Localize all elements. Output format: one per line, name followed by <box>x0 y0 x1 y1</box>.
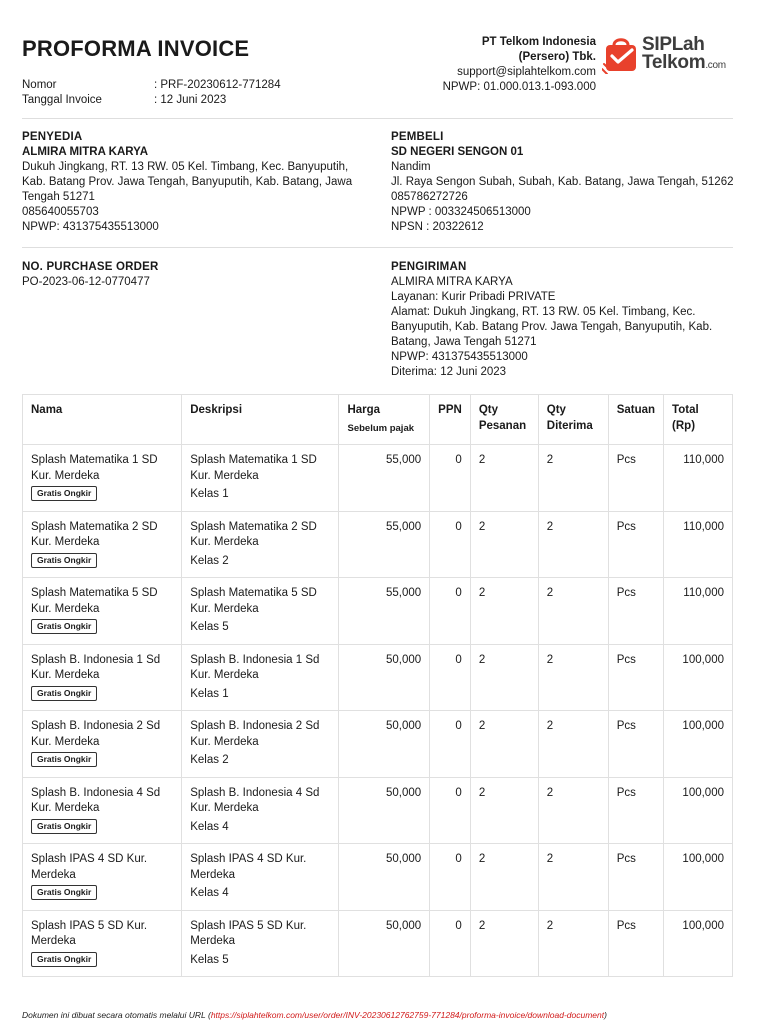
penyedia-section <box>22 130 372 235</box>
penyedia-address-line: Dukuh Jingkang, RT. 13 RW. 05 Kel. Timbang, Kec. Banyuputih, <box>22 161 349 173</box>
item-desc-line: Kur. Merdeka <box>190 536 259 548</box>
items-table <box>22 394 733 977</box>
penyedia-label: PENYEDIA <box>22 131 83 143</box>
cell-ppn: 0 <box>430 644 471 711</box>
cell-total: 110,000 <box>664 511 733 578</box>
header-ppn <box>430 395 471 445</box>
cell-harga: 50,000 <box>339 844 430 911</box>
cell-nama <box>23 844 182 911</box>
header-harga-text: Harga <box>347 404 381 416</box>
logo-text <box>642 36 726 75</box>
header-qty-diterima-line: Diterima <box>546 419 593 432</box>
pengiriman-alamat-line: Batang, Jawa Tengah 51271 <box>391 336 537 348</box>
table-row <box>23 711 733 778</box>
header-qty-pesanan-line: Qty <box>478 404 498 416</box>
cell-harga: 50,000 <box>339 910 430 977</box>
table-row <box>23 777 733 844</box>
cell-qty-pesanan: 2 <box>470 711 538 778</box>
tanggal-value: : 12 Juni 2023 <box>154 94 227 106</box>
item-name-line: Splash IPAS 4 SD Kur. <box>31 853 148 865</box>
purchase-order-value: PO-2023-06-12-0770477 <box>22 276 150 288</box>
item-desc-line: Kelas 2 <box>190 754 229 766</box>
cell-qty-pesanan: 2 <box>470 777 538 844</box>
cell-total: 100,000 <box>664 777 733 844</box>
item-desc-line: Merdeka <box>190 868 235 881</box>
header-qty-diterima <box>538 395 608 445</box>
cell-harga: 50,000 <box>339 777 430 844</box>
footer-note <box>22 1010 607 1020</box>
item-name-line: Splash Matematika 2 SD <box>31 520 158 533</box>
cell-total: 110,000 <box>664 445 733 512</box>
cell-nama <box>23 445 182 512</box>
purchase-order-label: NO. PURCHASE ORDER <box>22 261 159 273</box>
pembeli-npwp: NPWP : 003324506513000 <box>391 206 531 218</box>
pembeli-npsn: NPSN : 20322612 <box>391 221 484 233</box>
header-total <box>664 395 733 445</box>
item-desc-line: Kur. Merdeka <box>190 669 259 681</box>
gratis-ongkir-badge: Gratis Ongkir <box>31 686 97 701</box>
pembeli-name: SD NEGERI SENGON 01 <box>391 146 524 158</box>
cell-deskripsi <box>182 511 339 578</box>
cell-total: 100,000 <box>664 844 733 911</box>
header-satuan-text: Satuan <box>616 404 656 416</box>
item-desc-line: Kelas 2 <box>190 554 229 567</box>
gratis-ongkir-badge: Gratis Ongkir <box>31 486 97 501</box>
cell-total: 110,000 <box>664 578 733 645</box>
pengiriman-alamat-line: Banyuputih, Kab. Batang Prov. Jawa Tengah, Banyuputih, Kab. <box>391 321 713 333</box>
table-row <box>23 910 733 977</box>
item-name-line: Splash Matematika 5 SD <box>31 587 158 599</box>
item-desc-line: Splash IPAS 4 SD Kur. <box>190 853 307 865</box>
header-qty-pesanan <box>470 395 538 445</box>
pengiriman-name: ALMIRA MITRA KARYA <box>391 276 513 288</box>
cell-deskripsi <box>182 578 339 645</box>
pembeli-contact: Nandim <box>391 161 431 173</box>
table-row <box>23 644 733 711</box>
footer-prefix: Dokumen ini dibuat secara otomatis melalui URL ( <box>22 1010 211 1020</box>
pembeli-section <box>391 130 736 235</box>
cell-deskripsi <box>182 777 339 844</box>
invoice-meta <box>22 78 281 108</box>
cell-qty-diterima: 2 <box>538 445 608 512</box>
pengiriman-section <box>391 260 736 380</box>
cell-qty-pesanan: 2 <box>470 910 538 977</box>
penyedia-name: ALMIRA MITRA KARYA <box>22 146 149 158</box>
cell-ppn: 0 <box>430 711 471 778</box>
item-desc-line: Kelas 1 <box>190 687 229 700</box>
header-deskripsi-text: Deskripsi <box>190 404 243 416</box>
table-row <box>23 578 733 645</box>
cell-total: 100,000 <box>664 644 733 711</box>
footer-suffix: ) <box>604 1010 607 1020</box>
cell-satuan: Pcs <box>608 844 663 911</box>
item-desc-line: Splash B. Indonesia 4 Sd <box>190 786 320 799</box>
item-name-line: Merdeka <box>31 868 76 881</box>
footer-url-link[interactable]: https://siplahtelkom.com/user/order/INV-20230612762759-771284/proforma-invoice/download-document <box>210 1010 605 1020</box>
cell-total: 100,000 <box>664 711 733 778</box>
cell-nama <box>23 511 182 578</box>
penyedia-npwp: NPWP: 431375435513000 <box>22 221 159 233</box>
penyedia-address-line: Tengah 51271 <box>22 191 95 203</box>
item-desc-line: Kelas 5 <box>190 621 229 633</box>
cell-deskripsi <box>182 844 339 911</box>
purchase-order-section <box>22 260 372 290</box>
item-name-line: Kur. Merdeka <box>31 802 100 814</box>
pengiriman-layanan: Layanan: Kurir Pribadi PRIVATE <box>391 291 556 303</box>
siplah-logo <box>602 32 742 78</box>
cell-ppn: 0 <box>430 578 471 645</box>
cell-qty-pesanan: 2 <box>470 578 538 645</box>
cell-total: 100,000 <box>664 910 733 977</box>
pengiriman-label: PENGIRIMAN <box>391 261 467 273</box>
item-desc-line: Kur. Merdeka <box>190 469 259 482</box>
penyedia-address-line: Kab. Batang Prov. Jawa Tengah, Banyuputih, Kab. Batang, Jawa <box>22 176 353 188</box>
cell-qty-diterima: 2 <box>538 910 608 977</box>
cell-harga: 50,000 <box>339 711 430 778</box>
gratis-ongkir-badge: Gratis Ongkir <box>31 553 97 568</box>
cell-qty-diterima: 2 <box>538 711 608 778</box>
item-name-line: Splash IPAS 5 SD Kur. <box>31 919 148 932</box>
pengiriman-npwp: NPWP: 431375435513000 <box>391 351 528 363</box>
item-name-line: Kur. Merdeka <box>31 669 100 681</box>
table-row <box>23 844 733 911</box>
company-npwp: NPWP: 01.000.013.1-093.000 <box>442 81 596 93</box>
company-email: support@siplahtelkom.com <box>457 66 596 78</box>
pembeli-label: PEMBELI <box>391 131 444 143</box>
logo-line2: Telkom <box>642 52 706 73</box>
cell-harga: 55,000 <box>339 578 430 645</box>
cell-deskripsi <box>182 644 339 711</box>
logo-line1: SIPLah <box>642 34 705 55</box>
table-row <box>23 511 733 578</box>
cell-qty-pesanan: 2 <box>470 844 538 911</box>
item-name-line: Splash B. Indonesia 2 Sd <box>31 720 161 732</box>
header-deskripsi <box>182 395 339 445</box>
cell-ppn: 0 <box>430 445 471 512</box>
company-name-line2: (Persero) Tbk. <box>518 51 596 63</box>
header-ppn-text: PPN <box>438 404 462 416</box>
nomor-value: : PRF-20230612-771284 <box>154 79 281 91</box>
table-header-row <box>23 395 733 445</box>
header-harga <box>339 395 430 445</box>
tanggal-label: Tanggal Invoice <box>22 94 102 106</box>
item-name-line: Kur. Merdeka <box>31 536 100 548</box>
item-desc-line: Splash IPAS 5 SD Kur. <box>190 919 307 932</box>
page-title: PROFORMA INVOICE <box>22 36 250 61</box>
cell-satuan: Pcs <box>608 644 663 711</box>
divider <box>22 118 733 119</box>
nomor-label: Nomor <box>22 79 57 91</box>
cell-satuan: Pcs <box>608 578 663 645</box>
item-desc-line: Splash Matematika 2 SD <box>190 520 317 533</box>
cell-nama <box>23 910 182 977</box>
cell-qty-pesanan: 2 <box>470 644 538 711</box>
cell-satuan: Pcs <box>608 910 663 977</box>
cell-nama <box>23 711 182 778</box>
logo-suffix: .com <box>705 60 726 71</box>
gratis-ongkir-badge: Gratis Ongkir <box>31 619 97 634</box>
gratis-ongkir-badge: Gratis Ongkir <box>31 885 97 900</box>
header-qty-diterima-line: Qty <box>546 404 566 416</box>
cell-qty-diterima: 2 <box>538 578 608 645</box>
item-desc-line: Kur. Merdeka <box>190 735 259 748</box>
cell-qty-pesanan: 2 <box>470 445 538 512</box>
cell-satuan: Pcs <box>608 777 663 844</box>
cell-nama <box>23 578 182 645</box>
cell-harga: 55,000 <box>339 511 430 578</box>
nomor-row <box>22 78 281 93</box>
divider <box>22 247 733 248</box>
cell-satuan: Pcs <box>608 511 663 578</box>
item-name-line: Splash B. Indonesia 1 Sd <box>31 653 161 666</box>
item-name-line: Splash B. Indonesia 4 Sd <box>31 786 161 799</box>
cell-ppn: 0 <box>430 777 471 844</box>
cell-nama <box>23 777 182 844</box>
cell-ppn: 0 <box>430 910 471 977</box>
item-name-line: Kur. Merdeka <box>31 469 100 482</box>
item-desc-line: Splash B. Indonesia 2 Sd <box>190 720 320 732</box>
item-desc-line: Kelas 5 <box>190 953 229 966</box>
table-row <box>23 445 733 512</box>
item-desc-line: Splash B. Indonesia 1 Sd <box>190 653 320 666</box>
header-harga-sub: Sebelum pajak <box>347 422 415 434</box>
cell-qty-diterima: 2 <box>538 511 608 578</box>
cell-satuan: Pcs <box>608 711 663 778</box>
cell-harga: 50,000 <box>339 644 430 711</box>
item-desc-line: Merdeka <box>190 935 235 947</box>
cell-deskripsi <box>182 711 339 778</box>
item-desc-line: Kur. Merdeka <box>190 802 259 814</box>
pengiriman-alamat-line: Alamat: Dukuh Jingkang, RT. 13 RW. 05 Kel. Timbang, Kec. <box>391 306 696 318</box>
item-name-line: Kur. Merdeka <box>31 602 100 615</box>
cell-ppn: 0 <box>430 844 471 911</box>
item-desc-line: Kur. Merdeka <box>190 602 259 615</box>
cell-satuan: Pcs <box>608 445 663 512</box>
item-name-line: Splash Matematika 1 SD <box>31 454 158 466</box>
company-info <box>443 35 596 95</box>
shopping-bag-icon <box>602 34 640 74</box>
cell-harga: 55,000 <box>339 445 430 512</box>
penyedia-phone: 085640055703 <box>22 206 99 218</box>
gratis-ongkir-badge: Gratis Ongkir <box>31 819 97 834</box>
cell-deskripsi <box>182 445 339 512</box>
tanggal-row <box>22 93 281 108</box>
header-nama <box>23 395 182 445</box>
cell-qty-diterima: 2 <box>538 644 608 711</box>
header-nama-text: Nama <box>31 404 63 416</box>
header-satuan <box>608 395 663 445</box>
cell-qty-pesanan: 2 <box>470 511 538 578</box>
company-name-line1: PT Telkom Indonesia <box>481 36 596 48</box>
item-name-line: Merdeka <box>31 935 76 947</box>
item-desc-line: Kelas 4 <box>190 887 229 899</box>
item-name-line: Kur. Merdeka <box>31 735 100 748</box>
cell-qty-diterima: 2 <box>538 777 608 844</box>
cell-nama <box>23 644 182 711</box>
gratis-ongkir-badge: Gratis Ongkir <box>31 752 97 767</box>
pembeli-address: Jl. Raya Sengon Subah, Subah, Kab. Batang, Jawa Tengah, 51262 <box>391 176 734 188</box>
item-desc-line: Splash Matematika 1 SD <box>190 454 317 466</box>
cell-deskripsi <box>182 910 339 977</box>
item-desc-line: Splash Matematika 5 SD <box>190 587 317 599</box>
header-qty-pesanan-line: Pesanan <box>478 419 527 432</box>
cell-qty-diterima: 2 <box>538 844 608 911</box>
header-total-text: Total (Rp) <box>672 404 699 432</box>
pengiriman-diterima: Diterima: 12 Juni 2023 <box>391 366 507 378</box>
gratis-ongkir-badge: Gratis Ongkir <box>31 952 97 967</box>
pembeli-phone: 085786272726 <box>391 191 468 203</box>
cell-ppn: 0 <box>430 511 471 578</box>
item-desc-line: Kelas 1 <box>190 488 229 500</box>
item-desc-line: Kelas 4 <box>190 820 229 833</box>
